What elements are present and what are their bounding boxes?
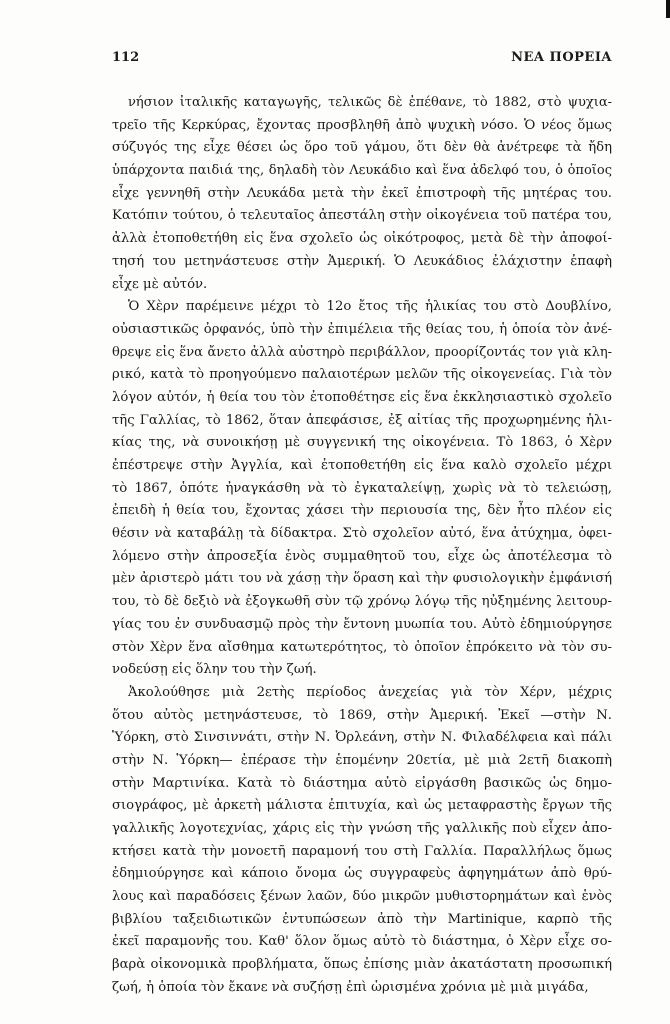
page-edge-mark	[666, 0, 670, 18]
text-line: γαλλικῆς λογοτεχνίας, χάρις εἰς τὴν γνώση τῆς γαλλικῆς ποὺ εἶχεν ἀπο-	[112, 821, 612, 836]
text-line: τησή του μετηνάστευσε στὴν Ἀμερική. Ὁ Λευκάδιος ἐλάχιστην ἐπαφὴ	[112, 253, 612, 269]
text-line: τῆς Γαλλίας, τὸ 1862, ὅταν ἀπεφάσισε, ἐξ αἰτίας τῆς προχωρημένης ἡλι-	[112, 412, 612, 428]
text-line: Ἀκολούθησε μιὰ 2ετὴς περίοδος ἀνεχείας γιὰ τὸν Χέρν, μέχρις	[128, 684, 612, 700]
text-line: μὲν ἀριστερὸ μάτι του νὰ χάσῃ τὴν ὅραση καὶ τὴν φυσιολογικὴν ἐμφάνισή	[112, 571, 612, 587]
text-line: εἶχε γεννηθῆ στὴν Λευκάδα μετὰ τὴν ἐκεῖ ἐπιστροφὴ τῆς μητέρας του.	[112, 185, 612, 201]
text-line: στὴν Μαρτινίκα. Κατὰ τὸ διάστημα αὐτὸ εἰργάσθη βασικῶς ὡς δημο-	[112, 775, 612, 791]
text-line: ζωή, ἡ ὁποία τὸν ἔκανε νὰ συζήσῃ ἐπὶ ὡρισμένα χρόνια μὲ μιὰ μιγάδα,	[112, 979, 589, 995]
text-line: οὐσιαστικῶς ὀρφανός, ὑπὸ τὴν ἐπιμέλεια τῆς θείας του, ἡ ὁποία τὸν ἀνέ-	[112, 321, 612, 337]
text-line: λους καὶ παραδόσεις ξένων λαῶν, δύο μικρῶν μυθιστορημάτων καὶ ἑνὸς	[112, 889, 612, 905]
text-line: λόγον αὐτόν, ἡ θεία του τὸν ἐτοποθέτησε εἰς ἕνα ἐκκλησιαστικὸ σχολεῖο	[112, 389, 612, 405]
text-line: βαρὰ οἰκονομικὰ προβλήματα, ὅπως ἐπίσης μιὰν ἀκατάστατη προσωπική	[112, 957, 612, 973]
text-line: τρεῖο τῆς Κερκύρας, ἔχοντας προσβληθῆ ἀπὸ ψυχικὴ νόσο. Ὁ νέος ὅμως	[112, 117, 612, 133]
text-line: ὑπάρχοντα παιδιά της, δηλαδὴ τὸν Λευκάδιο καὶ ἕνα ἀδελφό του, ὁ ὁποῖος	[112, 163, 612, 179]
running-head	[112, 50, 612, 70]
text-line: ἐκεῖ παραμονῆς του. Καθ' ὅλον ὅμως αὐτὸ τὸ διάστημα, ὁ Χὲρν εἶχε σο-	[112, 934, 612, 950]
text-line: ἐπέστρεψε στὴν Ἀγγλία, καὶ ἐτοποθετήθη εἰς ἕνα καλὸ σχολεῖο μέχρι	[112, 458, 612, 473]
text-line: λόμενο στὴν ἀπροσεξία ἑνὸς συμμαθητοῦ του, εἶχε ὡς ἀποτέλεσμα τὸ	[112, 548, 612, 564]
text-line: Κατόπιν τούτου, ὁ τελευταῖος ἀπεστάλη στὴν οἰκογένεια τοῦ πατέρα του,	[112, 208, 612, 224]
text-line: κτήσει κατὰ τὴν μονοετῆ παραμονή του στὴ Γαλλία. Παραλλήλως ὅμως	[112, 843, 612, 859]
text-line: νοδεύσῃ εἰς ὅλην του τὴν ζωή.	[112, 662, 317, 678]
text-line: εἶχε μὲ αὐτόν.	[112, 276, 208, 292]
journal-title: ΝΕΑ ΠΟΡΕΙΑ	[511, 50, 612, 65]
text-line: βιβλίου ταξειδιωτικῶν ἐντυπώσεων ἀπὸ τὴν Martinique, καρπὸ τῆς	[112, 911, 612, 927]
text-line: θέσιν νὰ καταβάλῃ τὰ δίδακτρα. Στὸ σχολεῖον αὐτό, ἕνα ἀτύχημα, ὀφει-	[112, 526, 612, 542]
text-line: Ὑόρκη, στὸ Σινσιννάτι, στὴν Ν. Ὀρλεάνη, στὴν Ν. Φιλαδέλφεια καὶ πάλι	[112, 730, 612, 746]
text-line: ἐπειδὴ ἡ θεία του, ἔχοντας χάσει τὴν περιουσία της, δὲν ἦτο πλέον εἰς	[112, 503, 612, 519]
text-line: κίας της, νὰ συνοικήσῃ μὲ συγγενική της οἰκογένεια. Τὸ 1863, ὁ Χὲρν	[112, 435, 612, 451]
body-text	[112, 92, 612, 1000]
text-line: στὸν Χὲρν ἕνα αἴσθημα κατωτερότητος, τὸ ὁποῖον ἐπρόκειτο νὰ τὸν συ-	[112, 639, 612, 655]
text-line: τὸ 1867, ὁπότε ἠναγκάσθη νὰ τὸ ἐγκαταλείψῃ, χωρὶς νὰ τὸ τελειώσῃ,	[112, 480, 612, 496]
text-line: στὴν Ν. Ὑόρκη— ἐπέρασε τὴν ἑπομένην 20ετία, μὲ μιὰ 2ετῆ διακοπὴ	[112, 752, 612, 768]
text-line: σύζυγός της εἶχε θέσει ὡς ὅρο τοῦ γάμου, ὅτι δὲν θὰ ἀνέτρεφε τὰ ἤδη	[112, 140, 612, 156]
text-line: ρικό, κατὰ τὸ προηγούμενο παλαιοτέρων μελῶν τῆς οἰκογενείας. Γιὰ τὸν	[112, 367, 612, 383]
text-line: γίας του ἐν συνδυασμῷ πρὸς τὴν ἔντονη μυωπία του. Αὐτὸ ἐδημιούργησε	[112, 616, 612, 632]
text-line: σιογράφος, μὲ ἀρκετὴ μάλιστα ἐπιτυχία, καὶ ὡς μεταφραστὴς ἔργων τῆς	[112, 798, 612, 814]
text-line: νήσιον ἰταλικῆς καταγωγῆς, τελικῶς δὲ ἐπέθανε, τὸ 1882, στὸ ψυχια-	[128, 95, 612, 110]
text-line: Ὁ Χὲρν παρέμεινε μέχρι τὸ 12ο ἔτος τῆς ἡλικίας του στὸ Δουβλίνο,	[128, 299, 612, 315]
text-line: ὅτου αὐτὸς μετηνάστευσε, τὸ 1869, στὴν Ἀμερική. Ἐκεῖ —στὴν Ν.	[112, 707, 612, 723]
text-line: ἐδημιούργησε καὶ κάποιο ὄνομα ὡς συγγραφεὺς ἀφηγημάτων ἀπὸ θρύ-	[112, 866, 612, 882]
text-line: θρεψε εἰς ἕνα ἄνετο ἀλλὰ αὐστηρὸ περιβάλλον, προορίζοντάς τον γιὰ κλη-	[112, 344, 612, 360]
text-line: του, τὸ δὲ δεξιὸ νὰ ἐξογκωθῆ σὺν τῷ χρόνῳ λόγῳ τῆς ηὐξημένης λειτουρ-	[112, 594, 612, 610]
text-line: ἀλλὰ ἐτοποθετήθη εἰς ἕνα σχολεῖο ὡς οἰκότροφος, μετὰ δὲ τὴν ἀποφοί-	[112, 231, 612, 247]
page-number: 112	[112, 50, 140, 65]
